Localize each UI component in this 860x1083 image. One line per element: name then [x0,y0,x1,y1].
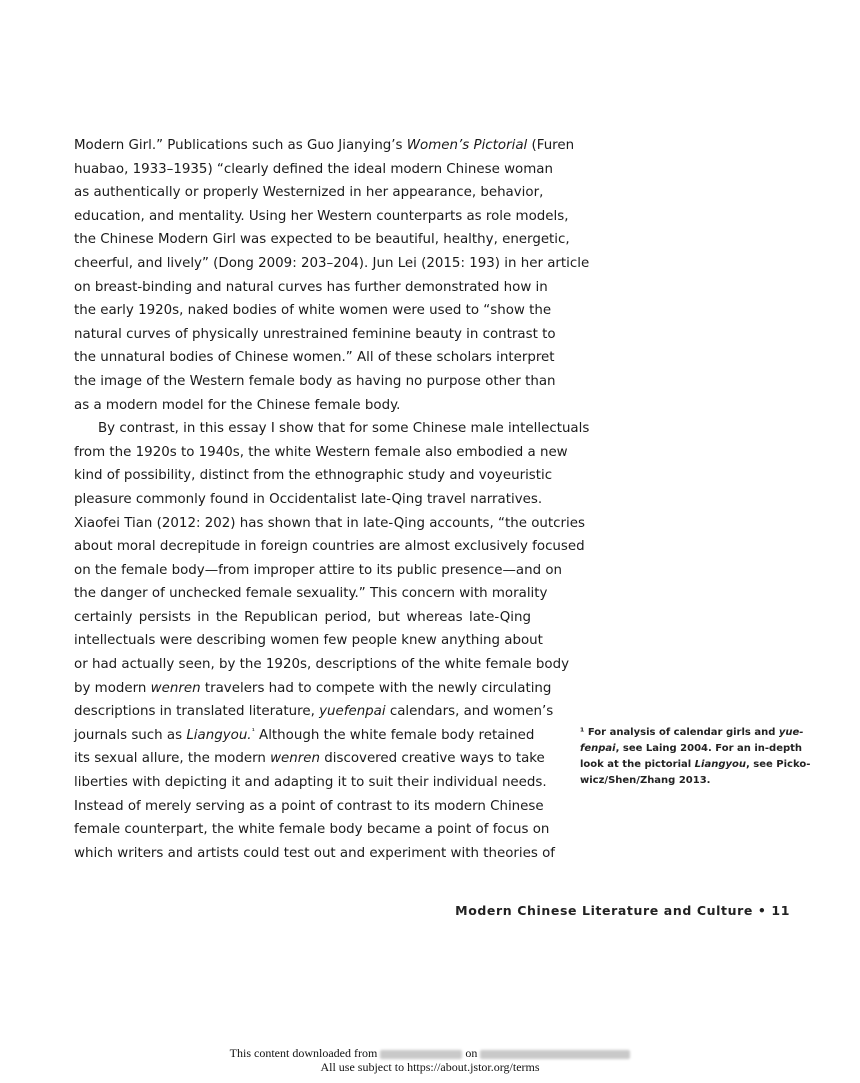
text-segment: on breast-binding and natural curves has further demonstrated how in [74,279,548,295]
text-segment: Instead of merely serving as a point of contrast to its modern Chinese [74,798,544,814]
text-segment: which writers and artists could test out and experiment with theories of [74,845,555,861]
text-line [580,741,803,757]
text-segment: discovered creative ways to take [320,751,545,767]
text-segment: certainly persists in the Republican period, but whereas late-Qing [74,609,531,625]
text-segment: the unnatural bodies of Chinese women.” All of these scholars interpret [74,350,555,366]
text-line [74,559,563,583]
text-segment: liberties with depicting it and adapting it to suit their individual needs. [74,775,547,791]
footnote [580,725,811,789]
running-footer: Modern Chinese Literature and Culture • 11 [455,903,790,918]
text-segment: wicz/Shen/Zhang 2013. [580,775,711,786]
redacted-date [480,1050,630,1059]
italic-text: yuefenpai [319,704,386,720]
text-line [74,370,556,394]
text-line [74,323,556,347]
notice-prefix: This content downloaded from [229,1046,378,1060]
text-segment: pleasure commonly found in Occidentalist late-Qing travel narratives. [74,491,543,507]
text-segment: as authentically or properly Westernized in her appearance, behavior, [74,185,544,201]
text-segment: from the 1920s to 1940s, the white Western female also embodied a new [74,444,568,460]
text-segment: travelers had to compete with the newly circulating [200,680,552,696]
text-segment: or had actually seen, by the 1920s, descriptions of the white female body [74,657,569,673]
text-line [74,488,543,512]
text-line [74,512,585,536]
italic-text: yue- [778,727,804,738]
text-line [74,724,535,748]
text-segment: , see Laing 2004. For an in-depth [615,743,803,754]
text-line [74,771,547,795]
text-segment: the Chinese Modern Girl was expected to be beautiful, healthy, energetic, [74,232,570,248]
text-segment: the early 1920s, naked bodies of white women were used to “show the [74,303,552,319]
text-line [580,773,790,789]
text-line [74,535,585,559]
notice-on: on [465,1046,478,1060]
text-segment: cheerful, and lively” (Dong 2009: 203–204). Jun Lei (2015: 193) in her article [74,255,590,271]
text-segment: descriptions in translated literature, [74,704,320,720]
text-segment: about moral decrepitude in foreign countries are almost exclusively focused [74,539,585,555]
download-notice [0,1046,860,1074]
text-segment: intellectuals were describing women few people knew anything about [74,633,543,649]
text-line [74,842,555,866]
italic-text: Women’s Pictorial [406,138,528,153]
italic-text: Liangyou [694,759,746,770]
text-line [74,700,554,724]
text-line [74,653,569,677]
text-line [74,582,548,606]
text-line [74,747,545,771]
text-segment: calendars, and women’s [385,704,554,720]
text-line [580,757,811,773]
italic-text: Liangyou. [186,727,252,743]
text-segment: Modern Girl.” Publications such as Guo Jianying’s [74,138,407,153]
text-line [74,677,552,701]
italic-text: fenpai [580,743,616,754]
text-line [74,629,543,653]
text-segment: Xiaofei Tian (2012: 202) has shown that in late-Qing accounts, “the outcries [74,515,585,531]
italic-text: wenren [270,751,321,767]
text-line [74,346,555,370]
text-line [74,394,531,418]
text-line [74,134,575,158]
text-segment: natural curves of physically unrestrained feminine beauty in contrast to [74,326,556,342]
text-line [74,299,552,323]
text-line [74,795,544,819]
text-segment: the image of the Western female body as having no purpose other than [74,373,556,389]
terms-line: All use subject to https://about.jstor.org/terms [320,1060,540,1074]
text-segment: ¹ For analysis of calendar girls and [580,727,779,738]
text-line [74,158,553,182]
text-segment: on the female body—from improper attire to its public presence—and on [74,562,563,578]
text-segment: , see Picko- [746,759,811,770]
text-segment: Although the white female body retained [254,727,535,743]
text-line [74,606,531,630]
text-segment: the danger of unchecked female sexuality.” This concern with morality [74,586,548,602]
text-segment: huabao, 1933–1935) “clearly defined the ideal modern Chinese woman [74,161,553,177]
text-line [74,464,553,488]
text-line [74,818,550,842]
italic-text: wenren [150,680,201,696]
text-line [580,725,804,741]
text-line [74,252,590,276]
text-line [74,181,544,205]
text-segment: as a modern model for the Chinese female body. [74,397,401,413]
text-line [74,228,570,252]
redacted-ip [380,1050,462,1059]
text-line [74,205,569,229]
text-segment: kind of possibility, distinct from the ethnographic study and voyeuristic [74,468,553,484]
body-text [74,134,590,865]
text-segment: By contrast, in this essay I show that for some Chinese male intellectuals [98,421,590,437]
text-line [74,276,548,300]
footnote-ref: ¹ [251,726,255,736]
text-segment: its sexual allure, the modern [74,751,271,767]
text-line [74,417,590,441]
text-segment: education, and mentality. Using her Western counterparts as role models, [74,208,569,224]
text-segment: journals such as [74,727,187,743]
text-segment: look at the pictorial [580,759,695,770]
text-segment: by modern [74,680,151,696]
text-line [74,441,568,465]
text-segment: (Furen [527,138,575,153]
text-segment: female counterpart, the white female body became a point of focus on [74,822,550,838]
